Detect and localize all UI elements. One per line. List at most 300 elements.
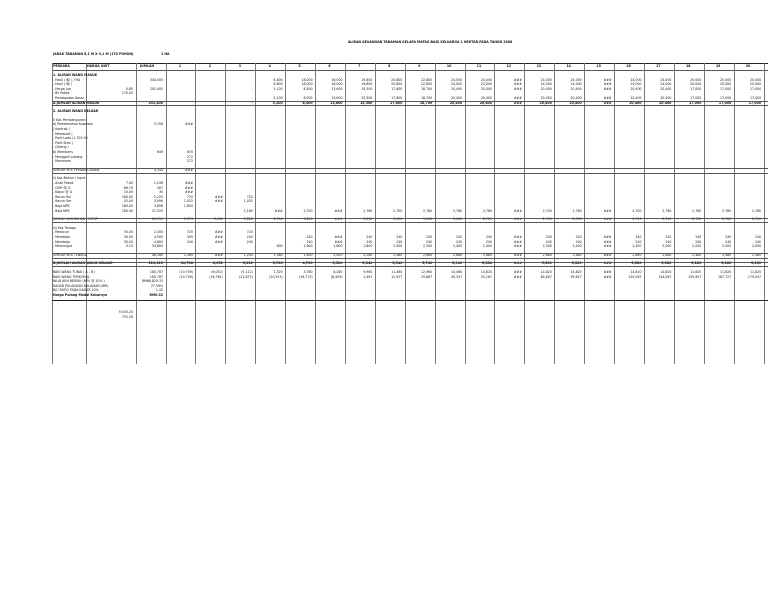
year-header: 7 — [358, 63, 361, 68]
row-year-value: ### — [513, 235, 522, 239]
row-separator — [52, 262, 768, 263]
row-year-value: 240 — [725, 235, 732, 239]
row-label: - Geleng ) — [53, 145, 69, 150]
row-year-value: 2,780 — [452, 208, 463, 213]
row-year-value: ### — [214, 235, 223, 239]
grid-line — [86, 63, 87, 364]
row-year-value: 2,880 — [542, 252, 552, 257]
row-year-value: 1,032 — [183, 199, 193, 204]
row-year-value: 1,032 — [243, 199, 253, 204]
row-year-value: 2,480 — [751, 252, 762, 257]
row-year-value: 2,700 — [632, 217, 642, 222]
row-year-value: 720 — [246, 194, 253, 199]
year-header: 17 — [656, 63, 661, 68]
row-year-value: 40,347 — [450, 274, 463, 279]
grid-line — [375, 63, 376, 364]
row-label: - Hasil ( Bji ) / HA — [53, 77, 81, 82]
row-year-value: 99,627 — [570, 274, 582, 279]
row-label: - Parit Lada (1,703.00 — [53, 136, 88, 141]
grid-line — [584, 63, 585, 364]
year-header: 4 — [268, 63, 271, 68]
row-total: 30 — [158, 190, 163, 195]
row-year-value: 17,000 — [720, 86, 732, 91]
row-year-value: ### — [513, 96, 522, 100]
row-total: 1.42 — [155, 288, 163, 293]
row-year-value: 24,000 — [630, 77, 642, 82]
row-year-value: ### — [603, 217, 612, 222]
row-label: - Membaja — [53, 239, 70, 244]
row-year-value: 2,280 — [363, 252, 373, 257]
row-year-value: 5,340 — [362, 261, 373, 266]
row-year-value: 2,700 — [482, 217, 492, 222]
row-year-value: 2,400 — [572, 244, 582, 249]
row-year-value: ### — [603, 239, 612, 244]
grid-line — [494, 63, 495, 364]
grid-line — [345, 63, 346, 364]
grid-line — [136, 63, 137, 364]
row-year-value: 17,000 — [690, 86, 702, 91]
row-year-value: 240 — [665, 239, 672, 244]
row-year-value: (16,773) — [298, 274, 313, 279]
row-year-value: 240 — [545, 239, 552, 244]
row-year-value: 17,800 — [391, 96, 403, 100]
year-header: 15 — [596, 63, 601, 68]
year-header: 18 — [686, 63, 691, 68]
row-year-value: 1,200 — [243, 252, 253, 257]
row-year-value: 2,780 — [662, 208, 672, 213]
row-year-value: (16,761) — [209, 274, 223, 279]
row-year-value: 24,000 — [570, 77, 582, 82]
row-year-value: 18,700 — [421, 96, 433, 100]
row-year-value: 13,600 — [330, 100, 343, 105]
grid-line — [554, 63, 555, 364]
row-year-value: 240 — [725, 239, 732, 244]
row-year-value: 8,500 — [303, 96, 313, 100]
row-total: 27.59% — [150, 283, 163, 288]
grid-line — [704, 63, 705, 364]
footnote-value: 753.26 — [121, 314, 133, 319]
row-label: - Bil Pokok — [53, 91, 70, 96]
row-label: - Baja NPK — [53, 204, 70, 208]
row-total: 46,260 — [151, 252, 163, 257]
row-year-value: (8,493) — [330, 274, 343, 279]
row-year-value: 600 — [276, 244, 283, 249]
grid-line — [674, 63, 675, 364]
row-year-value: 1,260 — [183, 252, 193, 257]
row-year-value: 20,400 — [630, 96, 642, 100]
row-year-value: 17,000 — [718, 100, 732, 105]
row-year-value: 20,400 — [659, 100, 672, 105]
row-year-value: 16,000 — [331, 82, 343, 87]
row-year-value: 20,400 — [449, 100, 463, 105]
row-year-value: 240 — [366, 235, 373, 239]
row-label: - Racun Rul — [53, 194, 72, 199]
row-year-value: 5,580 — [631, 261, 642, 266]
row-year-value: 11,820 — [690, 270, 702, 274]
footnote-value: 9,030.24 — [118, 310, 133, 314]
row-year-value: 20,400 — [480, 86, 492, 91]
row-year-value: ### — [603, 82, 612, 87]
row-year-value: 14,820 — [570, 270, 582, 274]
row-unit-price: 180.00 — [121, 194, 133, 199]
row-year-value: - — [251, 96, 253, 100]
row-year-value: 2,000 — [393, 244, 403, 249]
row-year-value: ### — [513, 274, 522, 279]
row-year-value: 84,807 — [540, 274, 552, 279]
row-year-value: ### — [184, 167, 193, 172]
row-total: 3,706 — [153, 122, 163, 127]
row-year-value: ### — [513, 82, 522, 87]
row-label: 2. ALIRAN WANG KELUAR — [53, 109, 99, 114]
row-year-value: 240 — [755, 239, 762, 244]
row-unit-price: 0.85 — [125, 86, 133, 91]
row-year-value: 2,780 — [482, 208, 492, 213]
row-label: BAKI WANG TERKUMUL — [53, 274, 90, 279]
row-year-value: 2,880 — [452, 252, 463, 257]
row-total: 180,787 — [149, 274, 163, 279]
row-separator — [52, 168, 768, 169]
row-year-value: 55,167 — [480, 274, 492, 279]
row-total: 5,220 — [153, 194, 163, 199]
row-year-value: 2,480 — [393, 252, 403, 257]
row-year-value: ### — [603, 208, 612, 213]
year-header: 1 — [178, 63, 182, 68]
row-year-value: 20,400 — [660, 86, 672, 91]
row-year-value: 5,180 — [721, 261, 732, 266]
row-separator — [52, 105, 768, 106]
row-year-value: 2,700 — [692, 217, 702, 222]
row-year-value: 20,800 — [391, 82, 403, 87]
row-total: RM66,820.33 — [141, 279, 163, 284]
row-year-value: ### — [603, 86, 612, 91]
header-col-jumlah: JUMLAH — [140, 63, 155, 68]
row-year-value: 1,080 — [273, 252, 283, 257]
row-year-value: 3,240 — [303, 217, 313, 222]
row-unit-price: 66.79 — [123, 185, 133, 190]
row-year-value: 6,800 — [273, 82, 283, 87]
row-year-value: 240 — [695, 235, 702, 239]
row-separator — [52, 253, 768, 254]
row-year-value: 5,940 — [452, 261, 463, 266]
grid-line — [255, 63, 256, 364]
row-label: A.JUMLAH ALIRAN MASUK — [53, 100, 100, 105]
row-year-value: 720 — [186, 194, 193, 199]
row-total: 1,246 — [153, 181, 163, 185]
row-total: 4,500 — [153, 235, 163, 239]
row-year-value: 1,800 — [183, 204, 193, 208]
row-unit-price: 180.00 — [121, 208, 133, 213]
row-year-value: 2,700 — [542, 208, 552, 213]
row-total: 4,800 — [153, 239, 163, 244]
row-year-value: 2,000 — [722, 244, 732, 249]
row-year-value: 6,800 — [273, 77, 283, 82]
row-year-value: 15,300 — [360, 100, 373, 105]
row-year-value: 1,600 — [303, 252, 313, 257]
row-year-value: 4,720 — [302, 261, 313, 266]
row-year-value: 12,927 — [391, 274, 403, 279]
grid-line — [644, 63, 645, 364]
row-unit-price: 180.00 — [121, 204, 133, 208]
row-year-value: 2,780 — [423, 208, 433, 213]
row-year-value: 167,727 — [718, 274, 732, 279]
row-year-value: 20,400 — [480, 96, 492, 100]
row-year-value: 720 — [186, 230, 193, 235]
row-separator — [52, 266, 768, 267]
row-total: 3,698 — [153, 204, 163, 208]
row-year-value: 2,700 — [751, 217, 762, 222]
row-year-value: 20,400 — [539, 100, 552, 105]
row-year-value: ### — [214, 230, 223, 235]
row-year-value: 2,780 — [692, 208, 702, 213]
row-year-value: 24,000 — [660, 77, 672, 82]
row-year-value: 3,780 — [303, 270, 313, 274]
row-year-value: 240 — [246, 239, 253, 244]
row-year-value: 20,000 — [749, 82, 762, 87]
row-year-value: 240 — [366, 239, 373, 244]
row-label: ii) Kos Bahan / Input — [53, 176, 86, 181]
row-year-value: ### — [184, 185, 193, 190]
row-year-value: 240 — [635, 239, 642, 244]
row-year-value: 2,780 — [722, 208, 732, 213]
row-year-value: 2,880 — [662, 252, 672, 257]
row-year-value: 240 — [426, 239, 433, 244]
row-unit-price: 0.10 — [125, 244, 133, 249]
row-year-value: 240 — [246, 235, 253, 239]
row-year-value: ### — [334, 239, 343, 244]
row-year-value: 240 — [695, 239, 702, 244]
row-label: - Harga Jua — [53, 86, 71, 91]
row-year-value: (20,553) — [269, 274, 283, 279]
row-year-value: 2,160 — [243, 208, 253, 213]
year-header: 5 — [298, 63, 301, 68]
row-year-value: 13,600 — [331, 96, 343, 100]
row-year-value: 16,000 — [331, 77, 343, 82]
year-header: 8 — [388, 63, 391, 68]
row-year-value: 240 — [755, 235, 762, 239]
row-label: ( Kontrak ) — [53, 127, 70, 131]
row-year-value: 2,780 — [572, 208, 582, 213]
row-label: i) Kos Pembangunan — [53, 117, 86, 122]
row-year-value: 20,400 — [570, 96, 582, 100]
row-year-value: 300 — [186, 235, 193, 239]
row-year-value: ### — [513, 261, 522, 266]
row-year-value: 3,060 — [363, 217, 373, 222]
row-label: NILAI KINI BERSIH (NPV @ 10% ) — [53, 279, 105, 284]
row-year-value: ### — [603, 100, 612, 105]
row-year-value: 5,580 — [481, 261, 492, 266]
row-unit-price: 30.00 — [123, 235, 133, 239]
row-separator — [52, 222, 768, 223]
row-year-value: 18,700 — [419, 100, 433, 105]
row-year-value: 9,960 — [363, 270, 373, 274]
row-year-value: ### — [513, 244, 522, 249]
row-year-value: 3,452 — [213, 217, 223, 222]
row-year-value: 2,880 — [482, 252, 492, 257]
row-unit-price: 7.00 — [125, 181, 133, 185]
row-year-value: 240 — [485, 239, 492, 244]
row-total: 2,160 — [153, 230, 163, 235]
sheet-subtitle-left: JARAK TANAMAN 8,1 M X 9,1 M (170 POHON) — [53, 52, 134, 56]
row-year-value: 2,700 — [303, 208, 313, 213]
row-year-value: 24,000 — [450, 77, 463, 82]
row-label: 1. ALIRAN WANG MASUK — [53, 73, 98, 77]
row-year-value: 2,400 — [662, 244, 672, 249]
year-header: 19 — [715, 63, 721, 68]
year-header: 6 — [328, 63, 331, 68]
row-year-value: 18,000 — [301, 82, 313, 87]
row-year-value: 17,000 — [748, 100, 762, 105]
row-year-value: (6,052) — [211, 270, 223, 274]
row-year-value: 13,600 — [331, 86, 343, 91]
row-year-value: 5,740 — [422, 261, 433, 266]
row-year-value: ### — [184, 122, 193, 127]
row-year-value: ### — [334, 217, 343, 222]
row-label: Harga Pulang Modal Kasarnya — [53, 293, 108, 297]
row-year-value: 129,267 — [628, 274, 642, 279]
row-year-value: 1,600 — [303, 244, 313, 249]
row-year-value: 2,780 — [751, 208, 762, 213]
row-year-value: - — [251, 100, 253, 105]
row-year-value: ### — [184, 181, 193, 185]
row-year-value: 2,400 — [482, 244, 492, 249]
row-year-value: ### — [513, 217, 522, 222]
row-year-value: 5,100 — [273, 86, 283, 91]
year-header: 10 — [446, 63, 452, 68]
row-year-value: ### — [334, 208, 343, 213]
row-year-value: 18,000 — [301, 77, 313, 82]
row-year-value: 1,800 — [363, 244, 373, 249]
row-unit-price: 10.00 — [123, 190, 133, 195]
row-year-value: - — [251, 86, 253, 91]
row-year-value: 240 — [306, 235, 313, 239]
year-header: 12 — [506, 63, 512, 68]
row-year-value: 240 — [575, 239, 582, 244]
row-year-value: 14,820 — [630, 270, 642, 274]
row-year-value: 240 — [456, 235, 463, 239]
row-year-value: 8,500 — [302, 100, 313, 105]
row-year-value: 20,000 — [749, 77, 762, 82]
row-label: - CIRP @ IC — [53, 185, 71, 190]
row-year-value: 5,580 — [541, 261, 552, 266]
row-year-value: 3,060 — [393, 217, 403, 222]
row-year-value: 272 — [186, 159, 193, 164]
row-year-value: 240 — [306, 239, 313, 244]
row-year-value: 240 — [396, 239, 403, 244]
row-year-value: (5,112) — [241, 270, 253, 274]
row-year-value: ### — [603, 96, 612, 100]
row-total: 649 — [156, 150, 163, 154]
row-separator — [52, 101, 768, 102]
row-year-value: 240 — [485, 235, 492, 239]
row-year-value: 5,376 — [183, 217, 193, 222]
row-year-value: ### — [513, 252, 522, 257]
row-year-value: 24,000 — [660, 82, 672, 87]
row-year-value: 2,700 — [393, 208, 403, 213]
row-year-value: 635 — [186, 150, 193, 154]
row-year-value: ### — [603, 274, 612, 279]
row-year-value: 8,500 — [303, 86, 313, 91]
row-year-value: 20,400 — [540, 86, 552, 91]
row-year-value: 20,400 — [479, 100, 492, 105]
row-year-value: ### — [214, 199, 223, 204]
grid-line — [166, 63, 167, 364]
row-year-value: 3,812 — [243, 217, 253, 222]
row-year-value: 20,400 — [450, 86, 463, 91]
row-year-value: 20,800 — [391, 77, 403, 82]
row-unit-price: 30.00 — [123, 230, 133, 235]
grid-line — [315, 63, 316, 364]
row-year-value: 15,300 — [361, 96, 373, 100]
year-header: 3 — [238, 63, 241, 68]
row-year-value: 1,320 — [273, 270, 283, 274]
row-year-value: 5,320 — [332, 261, 343, 266]
row-year-value: ### — [214, 252, 223, 257]
row-year-value: 20,400 — [569, 100, 582, 105]
row-year-value: ### — [603, 235, 612, 239]
row-label: - Racun Ser — [53, 199, 72, 204]
year-header: 20 — [745, 63, 751, 68]
year-header: 9 — [418, 63, 421, 68]
row-year-value: 20,400 — [629, 100, 642, 105]
row-total: 3,096 — [153, 199, 163, 204]
row-year-value: ### — [603, 244, 612, 249]
row-year-value: ### — [513, 208, 522, 213]
row-unit-price: 170.00 — [121, 91, 133, 96]
row-year-value: 24,000 — [480, 82, 492, 87]
row-label: JUMLAH KOS BAHAN / INPUT — [53, 217, 98, 222]
grid-line — [614, 63, 615, 364]
row-year-value: 2,400 — [452, 244, 463, 249]
row-year-value: 2,700 — [273, 217, 283, 222]
grid-line — [764, 63, 765, 364]
row-year-value: 2,880 — [572, 252, 582, 257]
row-year-value: (10,709) — [179, 270, 193, 274]
row-year-value: 17,800 — [389, 100, 403, 105]
row-year-value: 240 — [575, 235, 582, 239]
row-label: BAKI WANG TUNAI ( A - B ) — [53, 270, 96, 274]
row-year-value: 24,000 — [540, 77, 552, 82]
row-year-value: 19,800 — [361, 77, 373, 82]
row-year-value: 272 — [186, 154, 193, 159]
row-year-value: 24,000 — [630, 82, 642, 87]
row-year-value: 2,700 — [542, 217, 552, 222]
row-unit-price: 43.00 — [123, 199, 133, 204]
row-year-value: 24,000 — [570, 82, 582, 87]
row-total: 180,787 — [149, 270, 163, 274]
row-year-value: 8,280 — [333, 270, 343, 274]
row-label: B/C RATIO PADA KADAR 10% — [53, 288, 99, 293]
row-year-value: 5,580 — [661, 261, 672, 266]
row-year-value: 2,000 — [751, 244, 762, 249]
row-year-value: 24,000 — [480, 77, 492, 82]
row-year-value: 17,000 — [690, 96, 702, 100]
row-year-value: 240 — [665, 235, 672, 239]
row-total: 47,520 — [151, 208, 163, 213]
row-year-value: 6,052 — [212, 261, 223, 266]
row-year-value: 2,680 — [423, 252, 433, 257]
row-year-value: 19,800 — [361, 82, 373, 87]
row-label: JUMLAH KOS PEMBANGUNAN — [53, 167, 100, 172]
row-year-value: 15,300 — [361, 86, 373, 91]
row-year-value: 5,180 — [751, 261, 762, 266]
row-year-value: (10,709) — [179, 274, 193, 279]
row-year-value: 20,400 — [450, 96, 463, 100]
row-label: - Memungut — [53, 244, 73, 249]
row-year-value: 5,540 — [392, 261, 403, 266]
row-year-value: 12,960 — [421, 270, 433, 274]
row-total: 344,000 — [149, 77, 163, 82]
table-bottom-border — [52, 300, 768, 301]
